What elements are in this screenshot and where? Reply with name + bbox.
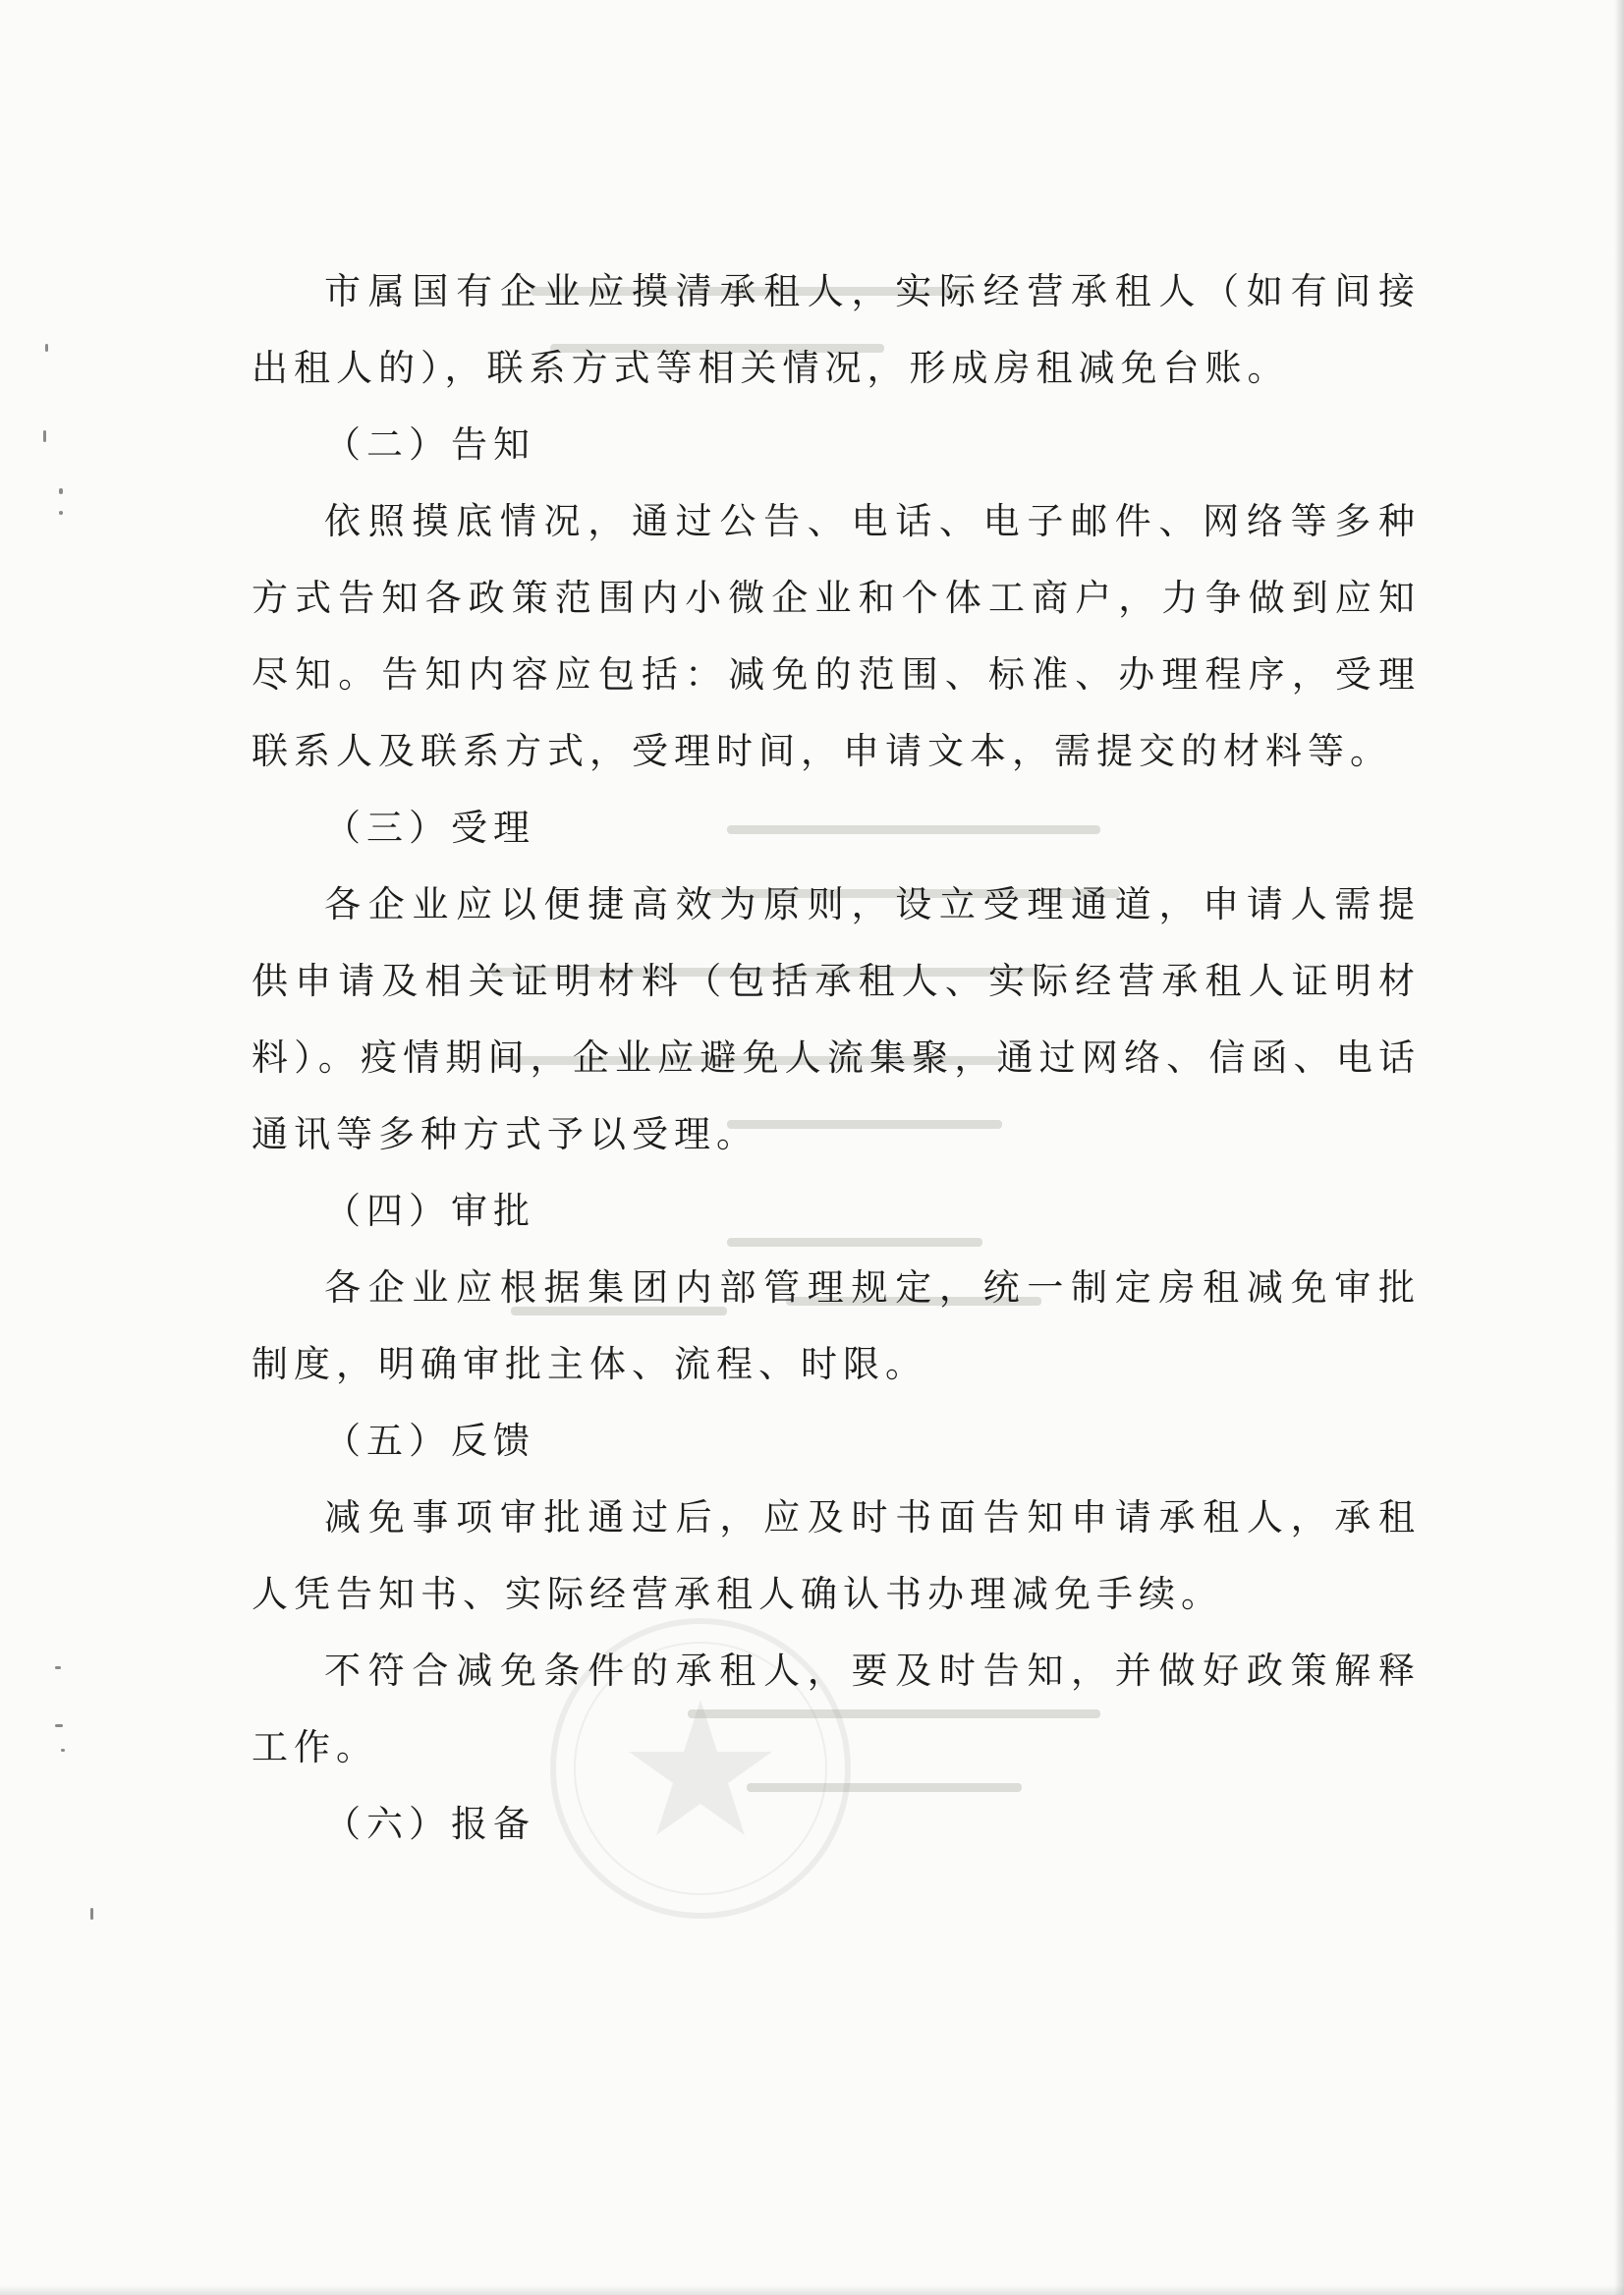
scan-speck (43, 430, 46, 442)
scan-speck (59, 511, 63, 515)
scan-speck (90, 1908, 93, 1920)
scan-speck (59, 488, 63, 494)
scan-speck (55, 1666, 61, 1669)
scan-speck (45, 344, 48, 352)
section-heading-approve: （四）审批 (324, 1190, 535, 1232)
section-heading-filing: （六）报备 (324, 1803, 535, 1845)
section-heading-accept: （三）受理 (324, 807, 535, 849)
scan-right-edge (1614, 0, 1624, 2295)
document-body (252, 253, 1421, 1863)
scan-speck (61, 1749, 65, 1752)
paragraph-investigation: 市属国有企业应摸清承租人，实际经营承租人（如有间接出租人的），联系方式等相关情况，形成房租减免台账。 (252, 270, 1421, 389)
paragraph-notify: 依照摸底情况，通过公告、电话、电子邮件、网络等多种方式告知各政策范围内小微企业和个体工商户，力争做到应知尽知。告知内容应包括：减免的范围、标准、办理程序，受理联系人及联系方式，受理时间，申请文本，需提交的材料等。 (252, 500, 1421, 772)
paragraph-accept: 各企业应以便捷高效为原则，设立受理通道，申请人需提供申请及相关证明材料（包括承租人、实际经营承租人证明材料）。疫情期间，企业应避免人流集聚，通过网络、信函、电话通讯等多种方式予以受理。 (252, 883, 1421, 1155)
scan-speck (55, 1724, 63, 1727)
paragraph-ineligible: 不符合减免条件的承租人，要及时告知，并做好政策解释工作。 (252, 1650, 1421, 1768)
section-heading-notify: （二）告知 (324, 423, 535, 466)
section-heading-feedback: （五）反馈 (324, 1420, 535, 1462)
paragraph-approve: 各企业应根据集团内部管理规定，统一制定房租减免审批制度，明确审批主体、流程、时限。 (252, 1266, 1421, 1385)
paragraph-feedback: 减免事项审批通过后，应及时书面告知申请承租人，承租人凭告知书、实际经营承租人确认书办理减免手续。 (252, 1496, 1421, 1615)
